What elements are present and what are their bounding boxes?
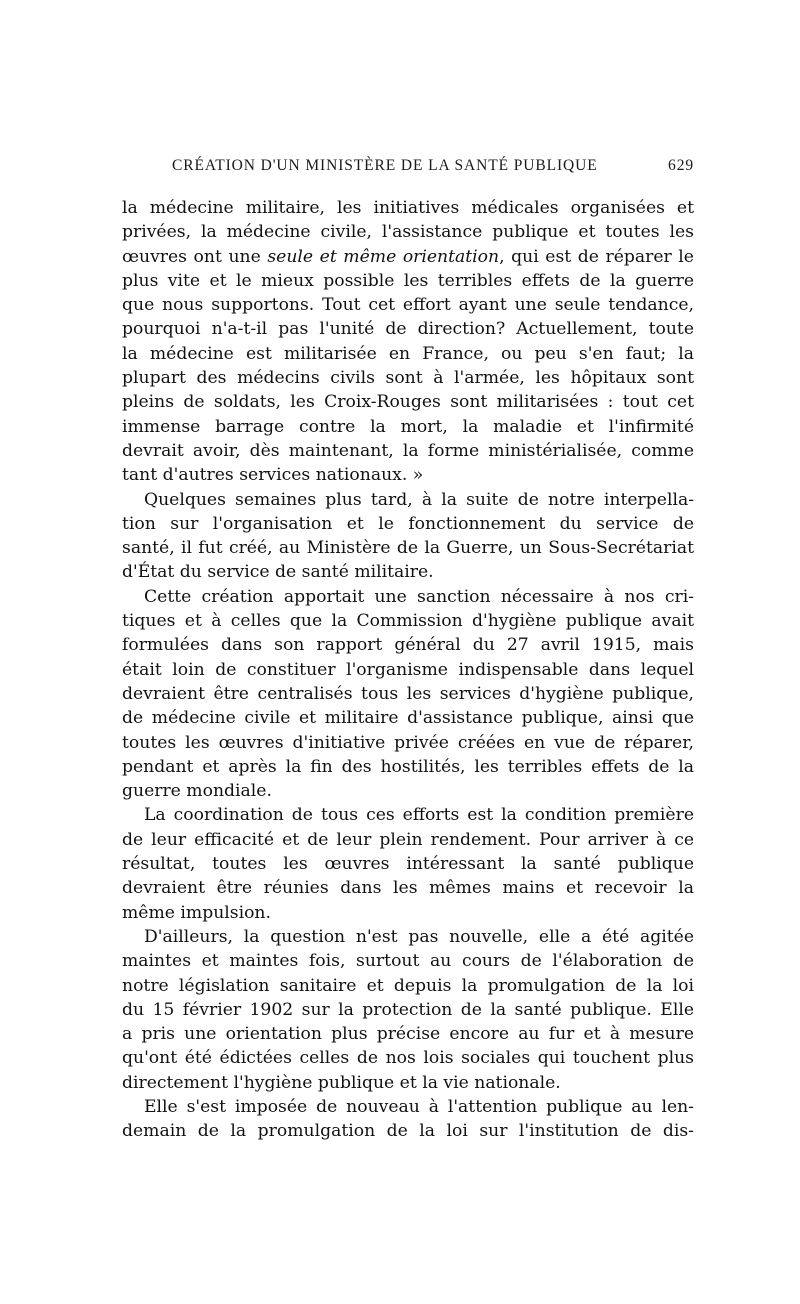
paragraph-start: D'ailleurs, la question n'est pas nouvelle, elle a été agitée (144, 926, 694, 947)
text-line: a pris une orientation plus précise encore au fur et à mesure (122, 1024, 694, 1045)
text-segment: œuvres ont une (122, 246, 268, 267)
text-line: pleins de soldats, les Croix-Rouges sont militarisées : tout cet (122, 392, 694, 413)
text-line: santé, il fut créé, au Ministère de la Guerre, un Sous-Secrétariat (122, 538, 694, 559)
text-line: de leur efficacité et de leur plein rendement. Pour arriver à ce (122, 829, 694, 850)
text-line: demain de la promulgation de la loi sur l'institution de dis- (122, 1121, 694, 1142)
text-line: de médecine civile et militaire d'assistance publique, ainsi que (122, 708, 694, 729)
text-line: devraient être réunies dans les mêmes mains et recevoir la (122, 878, 694, 899)
text-line: devrait avoir, dès maintenant, la forme ministérialisée, comme (122, 440, 694, 461)
text-line: du 15 février 1902 sur la protection de la santé publique. Elle (122, 999, 694, 1020)
paragraph-start: Quelques semaines plus tard, à la suite de notre interpella- (144, 489, 694, 510)
text-line: plupart des médecins civils sont à l'armée, les hôpitaux sont (122, 368, 694, 389)
paragraph-start: Cette création apportait une sanction nécessaire à nos cri- (144, 586, 694, 607)
text-line: toutes les œuvres d'initiative privée créées en vue de réparer, (122, 732, 694, 753)
text-line: qu'ont été édictées celles de nos lois sociales qui touchent plus (122, 1048, 694, 1069)
text-line: directement l'hygiène publique et la vie nationale. (122, 1072, 561, 1093)
text-line: guerre mondiale. (122, 781, 272, 802)
italic-phrase: seule et même orientation (267, 246, 500, 267)
text-line: pendant et après la fin des hostilités, les terribles effets de la (122, 756, 694, 777)
text-line: que nous supportons. Tout cet effort ayant une seule tendance, (122, 295, 694, 316)
body-text (122, 196, 694, 1144)
text-line: immense barrage contre la mort, la maladie et l'infirmité (122, 416, 694, 437)
text-line: tion sur l'organisation et le fonctionnement du service de (122, 513, 694, 534)
running-head-title: CRÉATION D'UN MINISTÈRE DE LA SANTÉ PUBLIQUE (172, 157, 598, 174)
text-segment: , qui est de réparer le (499, 246, 694, 267)
text-line: la médecine est militarisée en France, ou peu s'en faut; la (122, 343, 694, 364)
text-line: privées, la médecine civile, l'assistance publique et toutes les (122, 222, 694, 243)
text-line: d'État du service de santé militaire. (122, 562, 434, 583)
text-line: résultat, toutes les œuvres intéressant la santé publique (122, 854, 694, 875)
text-line: plus vite et le mieux possible les terribles effets de la guerre (122, 270, 694, 291)
text-line: devraient être centralisés tous les services d'hygiène publique, (122, 683, 694, 704)
text-line: tant d'autres services nationaux. » (122, 465, 424, 486)
text-line: pourquoi n'a-t-il pas l'unité de direction? Actuellement, toute (122, 319, 694, 340)
text-line: la médecine militaire, les initiatives médicales organisées et (122, 198, 694, 218)
page-number: 629 (668, 157, 694, 174)
text-line: tiques et à celles que la Commission d'hygiène publique avait (122, 611, 694, 632)
paragraph-start: La coordination de tous ces efforts est la condition première (144, 805, 694, 826)
text-line: maintes et maintes fois, surtout au cours de l'élaboration de (122, 951, 694, 972)
text-line: même impulsion. (122, 902, 271, 923)
text-line: notre législation sanitaire et depuis la promulgation de la loi (122, 975, 694, 996)
text-line: formulées dans son rapport général du 27 avril 1915, mais (122, 635, 694, 656)
text-line: était loin de constituer l'organisme indispensable dans lequel (122, 659, 694, 680)
text-line (122, 245, 694, 269)
paragraph-start: Elle s'est imposée de nouveau à l'attention publique au len- (144, 1096, 694, 1117)
